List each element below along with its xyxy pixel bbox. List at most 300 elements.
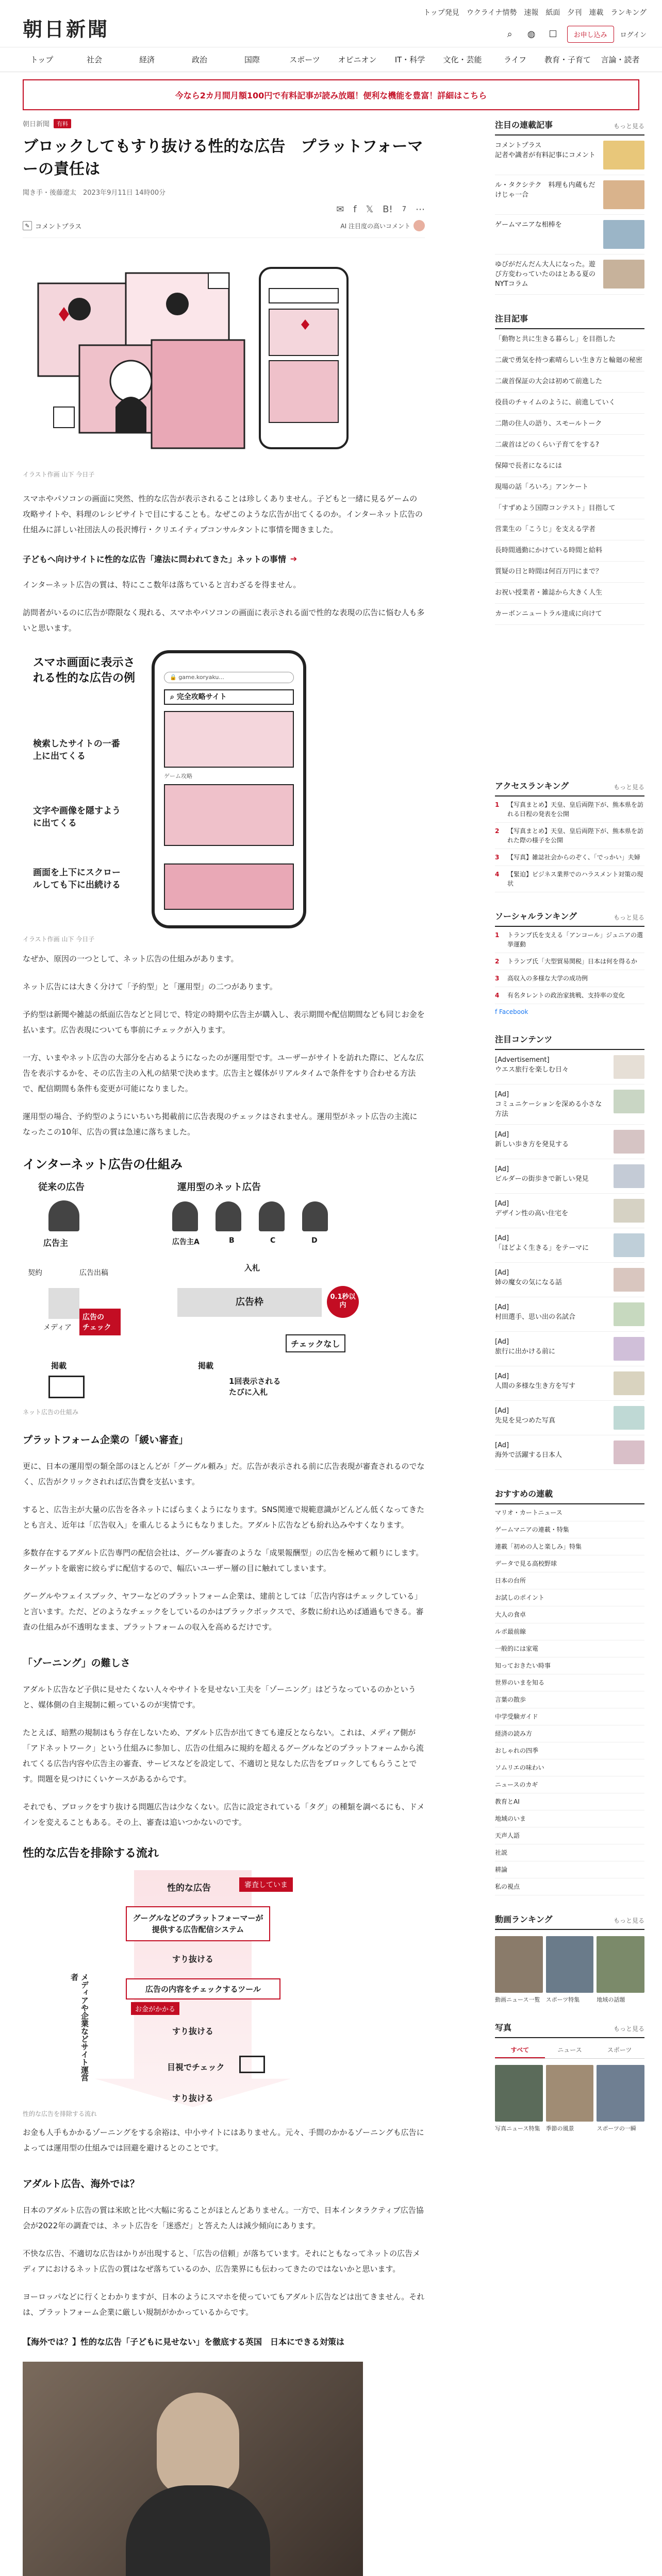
media-label: メディア	[43, 1324, 72, 1332]
header-link[interactable]: 連載	[589, 9, 604, 17]
search-box	[164, 689, 294, 705]
content-item[interactable]	[495, 1228, 644, 1263]
fb-label: Facebook	[499, 1008, 528, 1015]
rank-title: 有名タレントの政治家挑戦、支持率の変化	[507, 992, 625, 999]
item-title: 村田選手、思い出の名試合	[495, 1313, 576, 1321]
video-caption: スポーツ特集	[545, 1996, 580, 2003]
related-link[interactable]	[23, 2335, 425, 2347]
thumbnail	[614, 1164, 644, 1188]
header-actions	[502, 26, 647, 43]
content-item[interactable]	[495, 1050, 644, 1084]
ad-tag: [Ad]	[495, 1200, 509, 1208]
byline: 聞き手・後藤遼太 2023年9月11日 14時00分	[23, 189, 166, 197]
list-item[interactable]: 現場の話「ろいろ」アンケート	[495, 477, 644, 498]
nav-item[interactable]: スポーツ	[289, 55, 320, 64]
list-item[interactable]: 保障で長者になるには	[495, 456, 644, 477]
section-header	[495, 779, 644, 796]
list-item[interactable]: 質疑の日と時間は何百万円にまで？	[495, 562, 644, 583]
header-links	[423, 7, 647, 18]
submit-label: 広告出稿	[79, 1269, 108, 1277]
flow-step: 性的な広告	[167, 1883, 211, 1893]
ad-tag: [Ad]	[495, 1131, 509, 1139]
rank-number: 3	[495, 975, 500, 982]
bookmark-icon[interactable]: ☐	[549, 29, 557, 40]
section-title: 写真	[495, 2023, 512, 2032]
list-item[interactable]	[495, 135, 644, 175]
section-header	[495, 910, 644, 927]
facebook-icon[interactable]: f	[353, 204, 357, 215]
paragraph: 日本のアダルト広告の質は米欧と比べ大幅に劣ることがほとんどありません。一方で、日本インタラクティブ広告協会が2022年の調査では、ネット広告を「迷惑だ」と答えた人は減少傾向にあります。	[23, 2206, 424, 2230]
photo-thumbnail[interactable]	[495, 2065, 543, 2122]
photo	[23, 2362, 363, 2576]
url-bar	[164, 672, 294, 683]
ad-tag: [Ad]	[495, 1442, 509, 1449]
advertiser-b: B	[229, 1236, 235, 1245]
ad-tag: [Ad]	[495, 1269, 509, 1277]
thumbnail	[614, 1371, 644, 1395]
ranking-item[interactable]	[495, 849, 644, 866]
paragraph: お金も人手もかかるゾーニングをする余裕は、中小サイトにはありません。元々、手間のかかるゾーニングも広告によっては運用型の仕組みでは回避を避けるとのことです。	[23, 2128, 424, 2153]
list-item[interactable]: ゲームマニアの連載・特集	[495, 1521, 644, 1538]
paragraph: 運用型の場合、予約型のようにいちいち掲載前に広告表現のチェックはされません。運用型がネット広告の主流になったこの10年、広告の質は急速に落ちました。	[23, 1112, 418, 1137]
header-link[interactable]: トップ発見	[423, 9, 459, 17]
game-label: ゲーム攻略	[164, 773, 192, 779]
content-item[interactable]	[495, 1366, 644, 1401]
photo-captions	[495, 2125, 644, 2132]
col-title-old: 従来の広告	[38, 1182, 85, 1193]
item-title: ウエス旅行を楽しむ日々	[495, 1066, 569, 1074]
rank-number: 4	[495, 992, 500, 999]
list-item[interactable]: 営業生の「こうじ」を支える学者	[495, 519, 644, 540]
section-header	[495, 312, 644, 329]
paragraph: すると、広告主が大量の広告を各ネットにばらまくようになります。SNS関連で規範意識がどんどん低くなってきたとも言え、近年は「広告収入」を重んじるようにもなりました。アダルト広告なども紛れ込みやすくなります。	[23, 1505, 425, 1530]
thumbnail	[614, 1406, 644, 1430]
callout: 検索したサイトの一番上に出てくる	[33, 739, 120, 761]
rank-title: 【写真】雑誌社会からのぞく、「でっかい」夫婦	[507, 854, 640, 861]
photo-tabs	[495, 2042, 644, 2059]
callout: 文字や画像を隠すように出てくる	[33, 806, 121, 828]
video-gallery	[495, 1936, 644, 1993]
thumbnail	[614, 1055, 644, 1079]
thumbnail	[614, 1302, 644, 1326]
ranking-item[interactable]	[495, 866, 644, 892]
more-link[interactable]: もっと見る	[613, 784, 644, 791]
phone-ad-diagram	[23, 650, 425, 943]
photo-gallery	[495, 2065, 644, 2122]
related-link[interactable]	[23, 553, 425, 565]
related-link-text: 【海外では？】性的な広告「子どもに見せない」を徹底する英国 日本にできる対策は	[23, 2337, 345, 2347]
bid-label: 入札	[244, 1263, 260, 1273]
section-heading: プラットフォーム企業の「緩い審査」	[23, 1434, 189, 1446]
media-box	[48, 1288, 79, 1319]
list-item[interactable]: 耕論	[495, 1861, 644, 1878]
portrait-photo	[23, 2362, 425, 2576]
paid-badge: 有料	[54, 119, 71, 128]
section-title: アクセスランキング	[495, 781, 569, 791]
paragraph: たとえば、暗黙の規制はもう存在しないため、アダルト広告が出てきても違反とならない。これは、メディア側が「アドネットワーク」という仕組みに参加し、広告の仕組みに規約を超えるグーグルなどのプラットフォームから流れてくる広告内容や広告主の審査、サービスなどを設定して、不適切と見なした広告をブロックしてもらうことです。問題を見つけにくいケースがあるからです。	[23, 1728, 424, 1784]
pickup-section	[495, 118, 644, 295]
paragraph: ヨーロッパなどに行くとわかりますが、日本のようにスマホを使っていてもアダルト広告などは出てきません。それは、プラットフォーム企業に厳しい規制がかかっているからです。	[23, 2292, 425, 2317]
list-item[interactable]: カーボンニュートラル達成に向けて	[495, 604, 644, 625]
list-item[interactable]	[495, 255, 644, 295]
social-ranking	[495, 910, 644, 1015]
nav-item[interactable]: 社会	[86, 55, 102, 64]
rank-number: 1	[495, 801, 500, 808]
ad-tag: [Ad]	[495, 1407, 509, 1415]
rank-title: 【緊迫】ビジネス業界でのハラスメント対策の現状	[507, 871, 643, 887]
more-link[interactable]: もっと見る	[613, 914, 644, 921]
ad-bottom	[164, 863, 294, 910]
bid-desc: 1回表示される たびに入札	[229, 1377, 281, 1397]
paragraph: グーグルやフェイスブック、ヤフーなどのプラットフォーム企業は、建前としては「広告内容はチェックしている」と言います。ただ、どのようなチェックをしているのかはブラックボックスで、多数に紛れ込めば通過もできる。審査の仕組みが不透明なまま、プラットフォームの収入を高めるだけです。	[23, 1591, 424, 1632]
item-title: ル・タクシテク 料理も内蔵もだけじゃ一合	[495, 181, 595, 199]
nav-item[interactable]: 国際	[244, 55, 260, 64]
list-item[interactable]: 私の視点	[495, 1878, 644, 1895]
tab-news[interactable]: ニュース	[557, 2046, 582, 2054]
list-item[interactable]: 「すずめよう国際コンテスト」目指して	[495, 498, 644, 519]
rank-number: 2	[495, 827, 500, 835]
news-section	[495, 312, 644, 625]
item-sub: 記者や識者が有料記事にコメント	[495, 151, 596, 159]
list-item[interactable]: 社説	[495, 1844, 644, 1861]
section-header	[495, 2021, 644, 2038]
flow-badge: お金がかかる	[131, 2002, 179, 2015]
photo-caption: 写真ニュース特集	[495, 2125, 540, 2132]
more-link[interactable]: もっと見る	[613, 1917, 644, 1924]
section-heading: アダルト広告、海外では？	[23, 2178, 140, 2190]
advertiser-label: 広告主	[43, 1238, 69, 1248]
search-label: 完全攻略サイト	[176, 693, 227, 701]
globe-icon[interactable]: ◍	[527, 29, 536, 40]
content-item[interactable]	[495, 1297, 644, 1332]
list-item[interactable]: 「動物と共に生きる暮らし」を目指した	[495, 329, 644, 350]
thumbnail	[603, 141, 644, 170]
flow-side-label: メディアや企業などサイト運営者	[70, 1973, 89, 2081]
item-title: ゆびがだんだん大人になった。遊び方変わっていたのはとある夏のNYTコラム	[495, 261, 596, 288]
paragraph: 不快な広告、不適切な広告はかりが出現すると、「広告の信頼」が落ちています。それにともなってネットの広告メディアにおけるネット広告の質はなぜ落ちているのか、広告業界にも伝わってきたのではないかと思います。	[23, 2249, 421, 2274]
flow-step: 目視でチェック	[167, 2062, 225, 2072]
nav-item[interactable]: 言論・読者	[601, 55, 640, 64]
nav-item[interactable]: オピニオン	[338, 55, 377, 64]
list-item[interactable]: 世界のいまを知る	[495, 1674, 644, 1691]
video-ranking	[495, 1913, 644, 2004]
video-thumbnail[interactable]	[495, 1936, 543, 1993]
list-item[interactable]: 二歳首保証の大会は初めて前進した	[495, 371, 644, 393]
list-item[interactable]	[495, 175, 644, 215]
thumbnail	[614, 1130, 644, 1154]
comment-icon: ✎	[23, 221, 32, 230]
list-item[interactable]: お試しのポイント	[495, 1589, 644, 1606]
flow-step: グーグルなどのプラットフォーマーが提供する広告配信システム	[126, 1906, 270, 1941]
section-title: 動画ランキング	[495, 1914, 553, 1924]
thumbnail	[614, 1090, 644, 1113]
search-icon: ⌕	[170, 693, 177, 701]
section-header	[495, 118, 644, 135]
item-title: デザイン性の高い住宅を	[495, 1210, 569, 1217]
nav-item[interactable]: 教育・子育て	[544, 55, 591, 64]
list-item[interactable]: ソムリエの味わい	[495, 1759, 644, 1776]
content-item[interactable]	[495, 1332, 644, 1366]
ranking-item[interactable]	[495, 927, 644, 953]
item-title: 旅行に出かける前に	[495, 1348, 556, 1355]
section-title: 注目記事	[495, 314, 528, 324]
paragraph: 予約型は新聞や雑誌の紙面広告などと同じで、特定の時期や広告主が購入し、表示期間や配信期間なども同じお金を払います。広告表現についても事前にチェックが入ります。	[23, 1010, 425, 1035]
content-item[interactable]	[495, 1084, 644, 1125]
monitor-icon	[48, 1376, 85, 1398]
list-item[interactable]: おしゃれの四季	[495, 1742, 644, 1759]
site-logo[interactable]: 朝日新聞	[23, 18, 110, 41]
item-title: 新しい歩き方を発見する	[495, 1141, 569, 1148]
ad-mechanism-diagram	[23, 1154, 425, 1416]
url-text: game.koryaku...	[178, 674, 224, 681]
ranking-item[interactable]	[495, 796, 644, 823]
paragraph: 一方、いまやネット広告の大部分を占めるようになったのが運用型です。ユーザーがサイトを訪れた際に、どんな広告を表示するかを、その広告主の入札の結果で決めます。広告主と媒体がリアルタイムで条件をすり合わせる方法で、配信期間も条件も変更が可能になりました。	[23, 1053, 424, 1093]
thumbnail	[614, 1233, 644, 1257]
thumbnail	[614, 1268, 644, 1292]
nocheck-label: チェックなし	[286, 1334, 345, 1352]
nav-item[interactable]: 政治	[191, 55, 207, 64]
paragraph: インターネット広告の質は、特にここ数年は落ちていると言わざるを得ません。	[23, 580, 301, 589]
content-item[interactable]	[495, 1263, 644, 1297]
hero-svg	[23, 252, 363, 464]
main-nav	[0, 47, 662, 72]
paragraph: それでも、ブロックをすり抜ける問題広告は少なくない。広告に設定されている「タグ」の種類を調べるにも、ドメインを変えることもある。その上、審査は追いつかないのです。	[23, 1802, 425, 1827]
breadcrumb	[23, 118, 425, 128]
rank-number: 3	[495, 854, 500, 861]
item-title: 姉の魔女の気になる話	[495, 1279, 562, 1286]
mail-icon[interactable]: ✉	[336, 204, 344, 215]
advertiser-icons	[172, 1201, 328, 1231]
nav-item[interactable]: 経済	[139, 55, 155, 64]
rank-title: トランプ氏を支える「アンコール」ジュニアの選挙運動	[507, 931, 643, 948]
list-item[interactable]: 経済の読み方	[495, 1725, 644, 1742]
rank-title: 【写真まとめ】天皇、皇后両陛下が、熊本県を訪れた際の様子を公開	[507, 827, 644, 844]
ad-middle	[164, 784, 294, 846]
header-link[interactable]: 夕刊	[567, 9, 582, 17]
header-link[interactable]: ウクライナ情勢	[466, 9, 517, 17]
signup-button[interactable]: お申し込み	[567, 26, 614, 43]
list-item[interactable]: 役員のチャイムのように、前進していく	[495, 393, 644, 414]
ad-tag: [Ad]	[495, 1165, 509, 1173]
list-item[interactable]	[495, 215, 644, 255]
col-title-new: 運用型のネット広告	[177, 1182, 261, 1193]
ad-tag: [Advertisement]	[495, 1056, 550, 1064]
list-item[interactable]: 二歳首はどのくらい子育てをする?	[495, 435, 644, 456]
tab-sports[interactable]: スポーツ	[607, 2046, 632, 2054]
callout: 画面を上下にスクロールしても下に出続ける	[33, 868, 121, 890]
ad-tag: [Ad]	[495, 1372, 509, 1380]
ranking-item[interactable]	[495, 970, 644, 987]
ad-tag: [Ad]	[495, 1303, 509, 1311]
published-label: 掲載	[51, 1361, 67, 1370]
list-item[interactable]: 二階の住人の語り、スモールトーク	[495, 414, 644, 435]
rank-title: 高収入の多様な大学の成功例	[507, 975, 588, 982]
rank-title: 【写真まとめ】天皇、皇后両陛下が、熊本県を訪れる日程の発表を公開	[507, 801, 644, 818]
list-item[interactable]: 大人の食卓	[495, 1606, 644, 1623]
monitor-icon	[239, 2056, 265, 2073]
rank-title: トランプ氏「大型貿易関税」日本は何を得るか	[507, 958, 638, 965]
list-item[interactable]: 二歳で勇気を持つ素晴らしい生き方と輪廻の秘密	[495, 350, 644, 371]
facebook-icon: f	[495, 1008, 500, 1015]
flow-badge: 審査していま	[239, 1877, 293, 1892]
related-link-text: 子どもへ向けサイトに性的な広告「違法に問われてきた」ネットの事情	[23, 554, 286, 564]
header-link[interactable]: ランキング	[610, 9, 647, 17]
ranking-item[interactable]	[495, 953, 644, 970]
item-title: ビルダーの街歩きで新しい発見	[495, 1175, 589, 1183]
content-item[interactable]	[495, 1401, 644, 1435]
item-title: 「ほどよく生きる」をテーマに	[495, 1244, 589, 1252]
paragraph: ネット広告には大きく分けて「予約型」と「運用型」の二つがあります。	[23, 982, 277, 991]
thumbnail	[603, 260, 644, 289]
figure-caption: イラスト作画 山下 今日子	[23, 936, 95, 943]
list-item[interactable]: 連載「初めの人と楽しみ」特集	[495, 1538, 644, 1555]
x-icon[interactable]: 𝕏	[366, 204, 374, 215]
section-title: 注目の連載記事	[495, 120, 553, 130]
diagram-title: インターネット広告の仕組み	[23, 1157, 183, 1172]
item-title: ゲームマニアな相棒を	[495, 221, 562, 229]
advertiser-a: 広告主A	[172, 1238, 200, 1246]
item-title: 海外で活躍する日本人	[495, 1451, 562, 1459]
list-item[interactable]: 言葉の散歩	[495, 1691, 644, 1708]
advertiser-d: D	[311, 1236, 318, 1245]
ad-tag: [Ad]	[495, 1338, 509, 1346]
article	[23, 118, 425, 2576]
photo-thumbnail[interactable]	[597, 2065, 644, 2122]
video-captions	[495, 1996, 644, 2004]
advertiser-icon	[48, 1200, 79, 1231]
paragraph: 更に、日本の運用型の類全部のほとんどが「グーグル頼み」だ。広告が表示される前に広告表現が審査されるのでなく、広告がクリックされれば広告費を支払います。	[23, 1462, 425, 1486]
header-link[interactable]: 速報	[524, 9, 539, 17]
more-icon[interactable]: ⋯	[416, 204, 425, 215]
list-item[interactable]: 日本の台所	[495, 1572, 644, 1589]
photo-caption: 季節の風景	[545, 2125, 574, 2132]
ad-tag: [Ad]	[495, 1234, 509, 1242]
lock-icon: 🔒	[170, 674, 177, 681]
video-thumbnail[interactable]	[597, 1936, 644, 1993]
photo-section	[495, 2021, 644, 2132]
paragraph: 多数存在するアダルト広告専門の配信会社は、グーグル審査のような「成果報酬型」の広告を極めて頼りにします。ターゲットを厳密に絞らずに配信するので、幅広いユーザー層の目に触れてしまいます。	[23, 1548, 424, 1573]
nav-item[interactable]: トップ	[30, 55, 54, 64]
list-item[interactable]: 天声人語	[495, 1827, 644, 1844]
section-heading: 「ゾーニング」の難しさ	[23, 1657, 130, 1669]
item-title: コメントプラス	[495, 142, 542, 149]
list-item[interactable]: マリオ・カートニュース	[495, 1504, 644, 1521]
flow-step: すり抜ける	[172, 2026, 214, 2036]
list-item[interactable]: ルポ最前線	[495, 1623, 644, 1640]
tab-all[interactable]: すべて	[495, 2042, 545, 2058]
paragraph: 訪問者がいるのに広告が際限なく現れる、スマホやパソコンの画面に表示される面で性的な表現の広告に悩む人も多いと思います。	[23, 608, 425, 633]
ranking-item[interactable]	[495, 987, 644, 1004]
section-header	[495, 1913, 644, 1930]
hatena-icon[interactable]: B!	[383, 204, 393, 215]
list-item[interactable]: 中学受験ガイド	[495, 1708, 644, 1725]
list-item[interactable]: データで見る高校野球	[495, 1555, 644, 1572]
figure-caption: 性的な広告を排除する流れ	[23, 2110, 97, 2117]
list-item[interactable]: 地域のいま	[495, 1810, 644, 1827]
list-item[interactable]: 知っておきたい時事	[495, 1657, 644, 1674]
check-box: 広告の チェック	[79, 1309, 121, 1335]
more-link[interactable]: もっと見る	[613, 123, 644, 130]
nav-item[interactable]: 文化・芸能	[443, 55, 482, 64]
top-header	[0, 0, 662, 47]
photo-caption: スポーツの一瞬	[597, 2125, 636, 2132]
item-title: コミュニケーションを深める小さな方法	[495, 1100, 602, 1118]
search-icon[interactable]: ⌕	[507, 29, 512, 40]
comment-label: コメントプラス	[35, 223, 82, 231]
share-tools	[23, 204, 425, 215]
section-header	[495, 1487, 644, 1504]
list-item[interactable]: 一般的には家電	[495, 1640, 644, 1657]
sidebar	[495, 118, 644, 2150]
contract-label: 契約	[28, 1269, 42, 1277]
paragraph: アダルト広告など子供に見せたくない人々やサイトを見せない工夫を「ゾーニング」はどうなっているのかというと、媒体側の自主規制に頼っているのが実情です。	[23, 1685, 416, 1709]
section-header	[495, 1033, 644, 1050]
video-caption: 動画ニュース一覧	[495, 1996, 540, 2003]
comment-plus-button[interactable]	[23, 221, 81, 231]
thumbnail	[614, 1199, 644, 1223]
video-thumbnail[interactable]	[546, 1936, 594, 1993]
header-link[interactable]: 紙面	[545, 9, 560, 17]
item-title: 人間の多様な生き方を写す	[495, 1382, 576, 1390]
diagram-title: スマホ画面に表示される性的な広告の例	[33, 656, 136, 685]
promo-banner[interactable]: 今なら2カ月間月額100円で有料記事が読み放題！便利な機能を豊富！詳細はこちら	[23, 79, 639, 110]
nav-item[interactable]: IT・科学	[394, 55, 425, 64]
list-item[interactable]: ニュースのカギ	[495, 1776, 644, 1793]
login-button[interactable]: ログイン	[620, 31, 647, 39]
article-title: ブロックしてもすり抜ける性的な広告 プラットフォーマーの責任は	[23, 138, 423, 178]
section-title: ソーシャルランキング	[495, 911, 577, 921]
list-item[interactable]: 長時間通勤にかけている時間と給料	[495, 540, 644, 562]
content-item[interactable]	[495, 1125, 644, 1159]
rank-number: 1	[495, 931, 500, 939]
facebook-like[interactable]	[495, 1008, 644, 1015]
list-item[interactable]: お祝い授業者・雑誌から大きく人生	[495, 583, 644, 604]
hero-illustration	[23, 252, 425, 479]
more-link[interactable]: もっと見る	[613, 2025, 644, 2032]
thumbnail	[603, 220, 644, 249]
thumbnail	[614, 1337, 644, 1361]
paragraph: なぜか、原因の一つとして、ネット広告の仕組みがあります。	[23, 954, 239, 963]
avatar	[413, 220, 425, 231]
video-caption: 地域の話題	[597, 1996, 625, 2003]
ad-tag: [Ad]	[495, 1091, 509, 1098]
rank-number: 2	[495, 958, 500, 965]
photo-thumbnail[interactable]	[546, 2065, 594, 2122]
figure-caption: イラスト作画 山下 今日子	[23, 471, 95, 478]
platform-box: 広告枠	[177, 1288, 322, 1317]
diagram-title: 性的な広告を排除する流れ	[23, 1847, 159, 1860]
content-item[interactable]	[495, 1159, 644, 1194]
content-item[interactable]	[495, 1194, 644, 1228]
attention-contents	[495, 1033, 644, 1470]
comment-row	[23, 220, 425, 238]
ad-top	[164, 711, 294, 768]
flow-step: 広告の内容をチェックするツール	[126, 1978, 280, 1999]
list-item[interactable]: 教育とAI	[495, 1793, 644, 1810]
arrow-right-icon: ➔	[290, 554, 297, 564]
ai-comment-label: AI 注目度の高いコメント	[340, 222, 410, 230]
flow-step: すり抜ける	[172, 2093, 214, 2103]
figure-caption: ネット広告の仕組み	[23, 1409, 79, 1416]
published-label-2: 掲載	[198, 1361, 214, 1370]
ai-comment	[340, 220, 425, 231]
ranking-item[interactable]	[495, 823, 644, 849]
advertiser-c: C	[270, 1236, 276, 1245]
breadcrumb-item[interactable]: 朝日新聞	[23, 121, 50, 128]
section-title: おすすめの連載	[495, 1489, 553, 1499]
nav-item[interactable]: ライフ	[503, 55, 527, 64]
content-item[interactable]	[495, 1435, 644, 1470]
